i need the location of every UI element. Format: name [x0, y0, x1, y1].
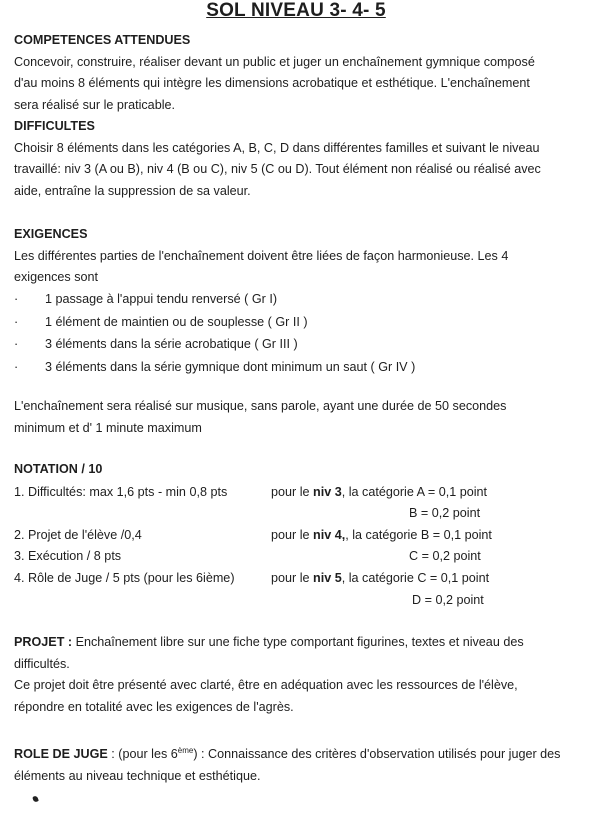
projet-label: PROJET :	[14, 635, 73, 649]
role-line	[14, 740, 584, 766]
page-title: SOL NIVEAU 3- 4- 5	[206, 0, 386, 21]
pour-le-text: pour le	[271, 528, 310, 542]
projet-line: difficultés.	[14, 656, 70, 671]
notation-row	[14, 481, 584, 503]
points-value: C = 0,2 point	[409, 549, 481, 563]
difficultes-line: Choisir 8 éléments dans les catégories A, B, C, D dans différentes familles et suivant le niveau	[14, 140, 540, 155]
projet-line: Ce projet doit être présenté avec clarté, être en adéquation avec les ressources de l'élève,	[14, 678, 518, 692]
notation-row	[14, 502, 584, 524]
competences-heading: COMPETENCES ATTENDUES	[14, 33, 191, 47]
points-value: C = 0,1 point	[417, 571, 490, 585]
exigences-section	[14, 224, 584, 289]
notation-item: 2. Projet de l'élève /0,4	[14, 528, 142, 542]
role-superscript: ème	[177, 746, 194, 755]
categorie-text: , la catégorie	[341, 485, 414, 499]
difficultes-heading: DIFFICULTES	[14, 119, 95, 133]
bullet-icon: ·	[14, 292, 19, 306]
notation-row	[14, 524, 584, 546]
bullet-icon: ·	[14, 314, 19, 329]
musique-paragraph	[14, 396, 584, 439]
competences-section	[14, 30, 584, 116]
niveau-label: niv 3	[313, 485, 342, 499]
list-item-text: 3 éléments dans la série gymnique dont minimum un saut ( Gr IV )	[45, 359, 416, 374]
projet-line	[14, 632, 584, 654]
notation-level	[271, 481, 487, 503]
list-item	[14, 356, 574, 379]
notation-heading: NOTATION / 10	[14, 462, 103, 476]
list-item	[14, 311, 574, 334]
pour-le-text: pour le	[271, 571, 310, 585]
exigences-line: Les différentes parties de l'enchaînement doivent être liées de façon harmonieuse. Les 4	[14, 248, 509, 263]
notation-row	[14, 545, 584, 567]
role-text: : (pour les 6	[107, 747, 178, 762]
bullet-icon: ·	[14, 337, 19, 351]
niveau-label: niv 4,	[313, 528, 346, 542]
pour-le-text: pour le	[271, 485, 310, 499]
points-value: A = 0,1 point	[416, 485, 488, 499]
competences-line: d'au moins 8 éléments qui intègre les dimensions acrobatique et esthétique. L'enchaînement	[14, 76, 530, 90]
list-item-text: 1 passage à l'appui tendu renversé ( Gr I)	[45, 292, 278, 306]
competences-line: Concevoir, construire, réaliser devant un public et juger un enchaînement gymnique composé	[14, 54, 535, 69]
difficultes-line: travaillé: niv 3 (A ou B), niv 4 (B ou C), niv 5 (C ou D). Tout élément non réalisé ou réalisé avec	[14, 162, 541, 176]
categorie-text: , la catégorie	[345, 528, 418, 542]
exigences-heading: EXIGENCES	[14, 227, 88, 241]
musique-line: minimum et d' 1 minute maximum	[14, 420, 202, 435]
exigences-line: exigences sont	[14, 270, 99, 284]
notation-level	[271, 567, 489, 589]
notation-row	[14, 589, 584, 611]
notation-item: 1. Difficultés: max 1,6 pts - min 0,8 pts	[14, 485, 228, 499]
notation-row	[14, 567, 584, 589]
notation-level	[271, 524, 492, 546]
ink-mark	[32, 795, 39, 802]
list-item-text: 1 élément de maintien ou de souplesse ( Gr II )	[45, 314, 308, 329]
difficultes-line: aide, entraîne la suppression de sa valeur.	[14, 183, 251, 198]
competences-line: sera réalisé sur le praticable.	[14, 97, 175, 112]
points-value: D = 0,2 point	[412, 593, 484, 607]
notation-item: 4. Rôle de Juge / 5 pts (pour les 6ième)	[14, 571, 235, 585]
role-section	[14, 740, 584, 787]
role-line: éléments au niveau technique et esthétique.	[14, 768, 261, 783]
role-text: ) : Connaissance des critères d'observation utilisés pour juger des	[193, 747, 561, 762]
points-value: B = 0,2 point	[409, 506, 481, 520]
difficultes-section	[14, 116, 584, 202]
projet-section	[14, 632, 584, 718]
categorie-text: , la catégorie	[341, 571, 414, 585]
points-value: B = 0,1 point	[420, 528, 492, 542]
list-item	[14, 288, 574, 311]
bullet-icon: ·	[14, 359, 19, 374]
projet-line: répondre en totalité avec les exigences de l'agrès.	[14, 699, 294, 714]
role-label: ROLE DE JUGE	[14, 747, 108, 762]
list-item-text: 3 éléments dans la série acrobatique ( Gr III )	[45, 337, 298, 351]
exigences-list	[14, 288, 574, 378]
musique-line: L'enchaînement sera réalisé sur musique, sans parole, ayant une durée de 50 secondes	[14, 399, 507, 413]
notation-item: 3. Exécution / 8 pts	[14, 549, 122, 563]
niveau-label: niv 5	[313, 571, 342, 585]
list-item	[14, 333, 574, 356]
projet-text: Enchaînement libre sur une fiche type comportant figurines, textes et niveau des	[72, 635, 524, 649]
